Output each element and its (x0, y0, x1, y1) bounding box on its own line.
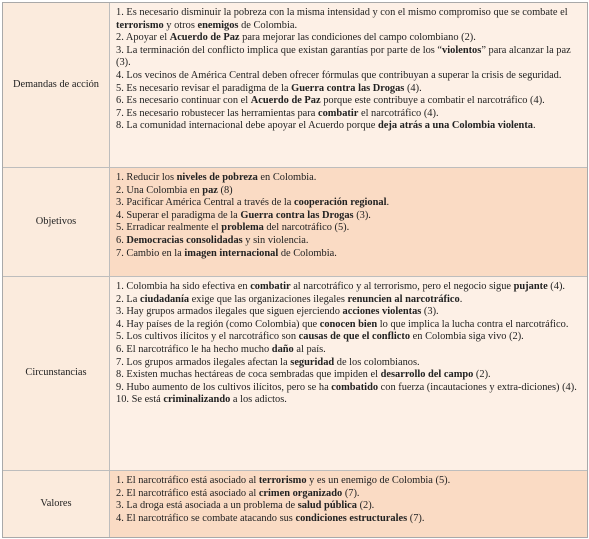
list-item (116, 210, 581, 223)
text: 5. Los cultivos ilícitos y el narcotráfico son (116, 331, 299, 343)
list-item (116, 108, 581, 121)
list-item (116, 185, 581, 198)
text: 6. Es necesario continuar con el (116, 95, 251, 107)
list-item (116, 197, 581, 210)
bold-text: daño (271, 343, 294, 355)
text: 4. Hay países de la región (como Colombia) que (116, 318, 320, 330)
list-item (116, 382, 581, 395)
list-item (116, 172, 581, 185)
list-item (116, 7, 581, 32)
text: y otros (163, 19, 198, 31)
text: 2. Apoyar el (116, 32, 170, 44)
bold-text: combatido (331, 381, 379, 393)
text: 1. Colombia ha sido efectiva en (116, 281, 251, 292)
text: 4. El narcotráfico se combate atacando sus (116, 512, 296, 524)
text: y es un enemigo de Colombia (5). (306, 475, 451, 486)
list-item (116, 281, 581, 294)
table-row-objetivos (3, 167, 587, 276)
bold-text: enemigos (197, 19, 239, 31)
bold-text: causas de que el conflicto (298, 331, 411, 343)
text: 10. Se está (116, 394, 164, 406)
text: (7). (407, 512, 425, 524)
list-item (116, 369, 581, 382)
text: 2. El narcotráfico está asociado al (116, 487, 259, 499)
text: 3. La droga está asociada a un problema de (116, 500, 298, 512)
text: de Colombia. (238, 19, 298, 31)
text: lo que implica la lucha contra el narcotráfico. (377, 318, 569, 330)
bold-text: niveles de pobreza (176, 172, 258, 183)
text: (3). (353, 209, 371, 221)
bold-text: pujante (513, 281, 548, 292)
bold-text: condiciones estructurales (295, 512, 408, 524)
text: (2). (356, 500, 375, 512)
table-row-valores (3, 470, 587, 537)
text: para mejorar las condiciones del campo colombiano (2). (239, 32, 476, 44)
text: de los colombianos. (334, 356, 420, 368)
row-content (110, 471, 587, 537)
list-item (116, 331, 581, 344)
table-row-demandas (3, 3, 587, 167)
bold-text: combatir (317, 107, 359, 119)
list-item (116, 70, 581, 83)
row-label: Objetivos (3, 168, 110, 276)
bold-text: violentos (442, 44, 482, 56)
text: 3. Pacificar América Central a través de la (116, 197, 295, 209)
bold-text: renuncien al narcotráfico (347, 293, 460, 305)
text: 3. La terminación del conflicto implica que existan garantías por parte de los “ (116, 44, 443, 56)
text: 1. Es necesario disminuir la pobreza con la misma intensidad y con el mismo compromiso que se combate el (116, 7, 568, 18)
bold-text: deja atrás a una Colombia violenta (377, 120, 533, 132)
list-item (116, 394, 581, 407)
list-item (116, 500, 581, 513)
text: 3. Hay grupos armados ilegales que siguen ejerciendo (116, 306, 343, 318)
text: (3). (421, 306, 439, 318)
text: (8) (217, 184, 233, 196)
text: 9. Hubo aumento de los cultivos ilícitos, pero se ha (116, 381, 332, 393)
bold-text: salud pública (297, 500, 357, 512)
text: 1. Reducir los (116, 172, 177, 183)
list-item (116, 235, 581, 248)
text: 1. El narcotráfico está asociado al (116, 475, 259, 486)
text: . (532, 120, 536, 132)
bold-text: criminalizando (163, 394, 231, 406)
bold-text: ciudadanía (139, 293, 190, 305)
list-item (116, 475, 581, 488)
text: a los adictos. (230, 394, 287, 406)
list-item (116, 120, 581, 133)
row-label: Circunstancias (3, 277, 110, 470)
list-item (116, 222, 581, 235)
text: en Colombia. (257, 172, 317, 183)
bold-text: combatir (250, 281, 291, 292)
bold-text: desarrollo del campo (380, 369, 474, 381)
bold-text: Guerra contra las Drogas (240, 209, 354, 221)
text: en Colombia siga vivo (2). (410, 331, 524, 343)
text: y sin violencia. (242, 234, 309, 246)
list-item (116, 357, 581, 370)
row-content (110, 168, 587, 276)
list-item (116, 248, 581, 261)
bold-text: Acuerdo de Paz (169, 32, 240, 44)
text: porque este contribuye a combatir el narcotráfico (4). (320, 95, 545, 107)
text: 6. El narcotráfico le ha hecho mucho (116, 343, 272, 355)
row-content (110, 3, 587, 167)
text: 5. Es necesario revisar el paradigma de la (116, 82, 292, 94)
analysis-table (2, 2, 588, 538)
list-item (116, 294, 581, 307)
text: (4). (404, 82, 422, 94)
text: ” para alcanzar la paz (3). (116, 44, 571, 69)
bold-text: acciones violentas (342, 306, 422, 318)
list-item (116, 83, 581, 96)
text: 7. Los grupos armados ilegales afectan la (116, 356, 291, 368)
table-row-circunstancias (3, 276, 587, 470)
text: del narcotráfico (5). (263, 222, 350, 234)
text: el narcotráfico (4). (358, 107, 439, 119)
text: 4. Superar el paradigma de la (116, 209, 241, 221)
text: 4. Los vecinos de América Central deben ofrecer fórmulas que contribuyan a superar la crisis de seguridad. (116, 69, 562, 81)
row-content (110, 277, 587, 470)
text: 2. Una Colombia en (116, 184, 203, 196)
bold-text: imagen internacional (184, 247, 279, 259)
bold-text: cooperación regional (294, 197, 387, 209)
list-item (116, 95, 581, 108)
bold-text: problema (221, 222, 264, 234)
list-item (116, 344, 581, 357)
text: al narcotráfico y al terrorismo, pero el negocio sigue (290, 281, 514, 292)
bold-text: Democracias consolidadas (126, 234, 243, 246)
text: . (459, 293, 463, 305)
row-label: Demandas de acción (3, 3, 110, 167)
text: al país. (293, 343, 326, 355)
text: . (386, 197, 390, 209)
text: 5. Erradicar realmente el (116, 222, 222, 234)
list-item (116, 513, 581, 526)
bold-text: conocen bien (319, 318, 378, 330)
list-item (116, 488, 581, 501)
text: de Colombia. (278, 247, 337, 259)
text: 2. La (116, 293, 140, 305)
text: 8. Existen muchas hectáreas de coca sembradas que impiden el (116, 369, 381, 381)
text: (2). (473, 369, 491, 381)
text: 7. Es necesario robustecer las herramientas para (116, 107, 318, 119)
bold-text: terrorismo (116, 19, 164, 31)
text: 7. Cambio en la (116, 247, 185, 259)
list-item (116, 306, 581, 319)
text: 6. (116, 234, 127, 246)
text: (7). (342, 487, 360, 499)
list-item (116, 45, 581, 70)
text: con fuerza (incautaciones y extra-diciones) (4). (378, 381, 577, 393)
text: (4). (547, 281, 566, 292)
bold-text: seguridad (290, 356, 335, 368)
text: exige que las organizaciones ilegales (189, 293, 348, 305)
bold-text: Acuerdo de Paz (250, 95, 321, 107)
list-item (116, 32, 581, 45)
bold-text: terrorismo (258, 475, 307, 486)
row-label: Valores (3, 471, 110, 537)
text: 8. La comunidad internacional debe apoyar el Acuerdo porque (116, 120, 378, 132)
bold-text: Guerra contra las Drogas (291, 82, 405, 94)
bold-text: paz (202, 184, 218, 196)
bold-text: crimen organizado (258, 487, 343, 499)
list-item (116, 319, 581, 332)
